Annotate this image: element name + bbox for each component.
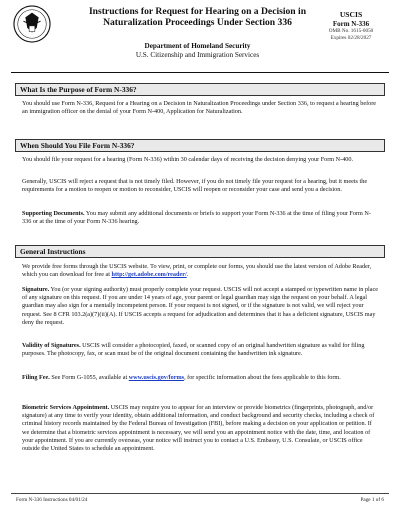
omb-number: OMB No. 1615-0050 (328, 28, 374, 34)
uscis-forms-link[interactable]: www.uscis.gov/forms (128, 374, 185, 381)
expiration-date: Expires 02/28/2027 (330, 35, 372, 41)
when-paragraph-1: You should file your request for a hearing (Form N-336) within 30 calendar days of receiving the decision denying your Form N-400. (22, 156, 354, 163)
footer-form-edition: Form N-336 Instructions 04/01/24 (16, 497, 88, 503)
form-id-block (316, 10, 386, 42)
signature-label: Signature. (22, 286, 50, 293)
filing-fee-label: Filing Fee. (22, 374, 50, 381)
supporting-documents-label: Supporting Documents. (22, 210, 85, 217)
purpose-paragraph: You should use Form N-336, Request for a Hearing on a Decision in Naturalization Proceedings under Section 336, to request a hearing before an immigration officer on the denial of your Form N-400, Application for Naturalization. (22, 100, 377, 116)
dhs-seal-icon (13, 5, 51, 43)
when-paragraph-2: Generally, USCIS will reject a request that is not timely filed. However, if you do not timely file your request for a hearing, but it meets the requirements for a motion to reopen or motion to reconsider, USCIS will reopen or reconsider your case and send you a decision. (22, 178, 368, 194)
section-heading-when: When Should You File Form N-336? (15, 139, 385, 152)
agency-name: U.S. Citizenship and Immigration Services (135, 51, 260, 59)
header-divider (11, 72, 389, 73)
footer-page-number: Page 1 of 6 (360, 497, 384, 503)
form-title: Instructions for Request for Hearing on a Decision in Naturalization Proceedings Under Section 336 (88, 6, 307, 28)
validity-paragraph: Validity of Signatures. USCIS will consider a photocopied, faxed, or scanned copy of an original handwritten signature as valid for filing purposes. The photocopy, fax, or scan must be of the original document containing the handwritten ink signature. (22, 342, 365, 358)
section-heading-general: General Instructions (15, 245, 385, 258)
agency-abbrev: USCIS (339, 10, 363, 19)
biometric-paragraph: Biometric Services Appointment. USCIS may require you to appear for an interview or provide biometrics (fingerprints, photograph, and/or signature) at any time to verify your identity, obtain additional information, and conduct background and security checks, including a check of criminal history records maintained by the Federal Bureau of Investigation (FBI), before making a decision on your application or petition. If we determine that a biometric services appointment is necessary, we will send you an appointment notice with the date, time, and location of your appointment. If you are currently overseas, your notice will instruct you to contact a U.S. Embassy, U.S. Consulate, or USCIS office outside the United States to schedule an appointment. (22, 404, 375, 453)
signature-paragraph: Signature. You (or your signing authority) must properly complete your request. USCIS will not accept a stamped or typewritten name in place of any signature on this request. If you are under 14 years of age, your parent or legal guardian may sign the request on your behalf. A legal guardian may also sign for a mentally incompetent person. If your request is not signed, or if the signature is not valid, we will reject your request. See 8 CFR 103.2(a)(7)(ii)(A). If USCIS accepts a request for adjudication and determines that it has a deficient signature, USCIS may deny the request. (22, 286, 378, 326)
supporting-documents-paragraph: Supporting Documents. You may submit any additional documents or briefs to support your Form N-336 at the time of filing your Form N-336 or at the time of your Form N-336 hearing. (22, 210, 371, 226)
form-number: Form N-336 (332, 20, 370, 28)
general-intro-paragraph: We provide free forms through the USCIS website. To view, print, or complete our forms, you should use the latest version of Adobe Reader, which you can download for free at http://get.adobe.com/reader/. (22, 263, 372, 279)
adobe-reader-link[interactable]: http://get.adobe.com/reader/ (111, 271, 187, 279)
department-name: Department of Homeland Security (144, 42, 251, 50)
validity-label: Validity of Signatures. (22, 342, 81, 349)
section-heading-purpose: What Is the Purpose of Form N-336? (15, 83, 385, 96)
filing-fee-paragraph: Filing Fee. See Form G-1055, available at www.uscis.gov/forms, for specific information about the fees applicable to this form. (22, 374, 341, 381)
footer-divider (11, 493, 389, 494)
biometric-label: Biometric Services Appointment. (22, 404, 110, 411)
